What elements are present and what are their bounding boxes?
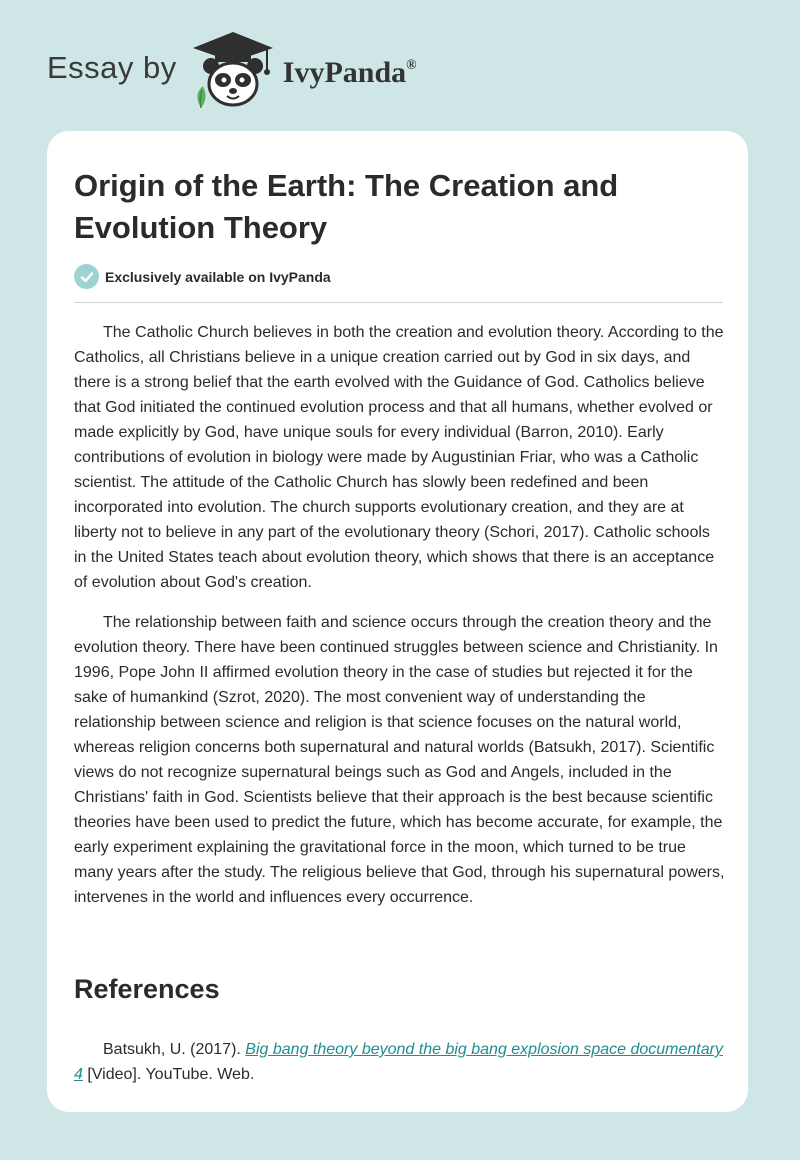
- essay-body: [74, 320, 725, 925]
- essay-card: [47, 131, 748, 1112]
- paragraph: The Catholic Church believes in both the creation and evolution theory. According to the Catholics, all Christians believe in a unique creation carried out by God in six days, and there is a strong belief that the earth evolved with the Guidance of God. Catholics believe that God initiated the continued evolution process and that all humans, whether evolved or made explicitly by God, have unique souls for every individual (Barron, 2010). Early contributions of evolution in biology were made by Augustinian Friar, who was a Catholic scientist. The attitude of the Catholic Church has slowly been redefined and been incorporated into evolution. The church supports evolutionary creation, and they are at liberty not to believe in any part of the evolutionary theory (Schori, 2017). Catholic schools in the United States teach about evolution theory, which shows that there is an acceptance of evolution about God's creation.: [74, 324, 724, 591]
- divider: [74, 302, 723, 303]
- reference-prefix: Batsukh, U. (2017).: [103, 1041, 246, 1058]
- essay-by-label: Essay by: [47, 50, 177, 85]
- panda-logo-icon: [189, 30, 277, 110]
- exclusive-badge: [74, 264, 331, 289]
- brand-name[interactable]: IvyPanda®: [282, 56, 417, 89]
- reference-suffix: [Video]. YouTube. Web.: [82, 1066, 255, 1083]
- reference-link[interactable]: Big bang theory beyond the big bang explosion space documentary 4: [74, 1041, 723, 1083]
- exclusive-badge-label: Exclusively available on IvyPanda: [105, 268, 331, 285]
- references-heading: References: [74, 974, 220, 1004]
- reference-item: [74, 1037, 725, 1087]
- registered-mark: ®: [406, 58, 417, 73]
- checkmark-icon: [74, 264, 99, 289]
- paragraph: The relationship between faith and science occurs through the creation theory and the evolution theory. There have been continued struggles between science and Christianity. In 1996, Pope John II affirmed evolution theory in the case of studies but rejected it for the sake of humankind (Szrot, 2020). The most convenient way of understanding the relationship between science and religion is that science focuses on the natural world, whereas religion concerns both supernatural and natural worlds (Batsukh, 2017). Scientific views do not recognize supernatural beings such as God and Angels, included in the Christians' faith in God. Scientists believe that their approach is the best because scientific theories have been used to predict the future, which has become accurate, for example, the early experiment explaining the gravitational force in the moon, which turned to be true many years after the study. The religious believe that God, through his supernatural powers, intervenes in the world and influences every occurrence.: [74, 614, 725, 906]
- site-header: [47, 30, 417, 110]
- page-title: Origin of the Earth: The Creation and Evolution Theory: [74, 168, 619, 245]
